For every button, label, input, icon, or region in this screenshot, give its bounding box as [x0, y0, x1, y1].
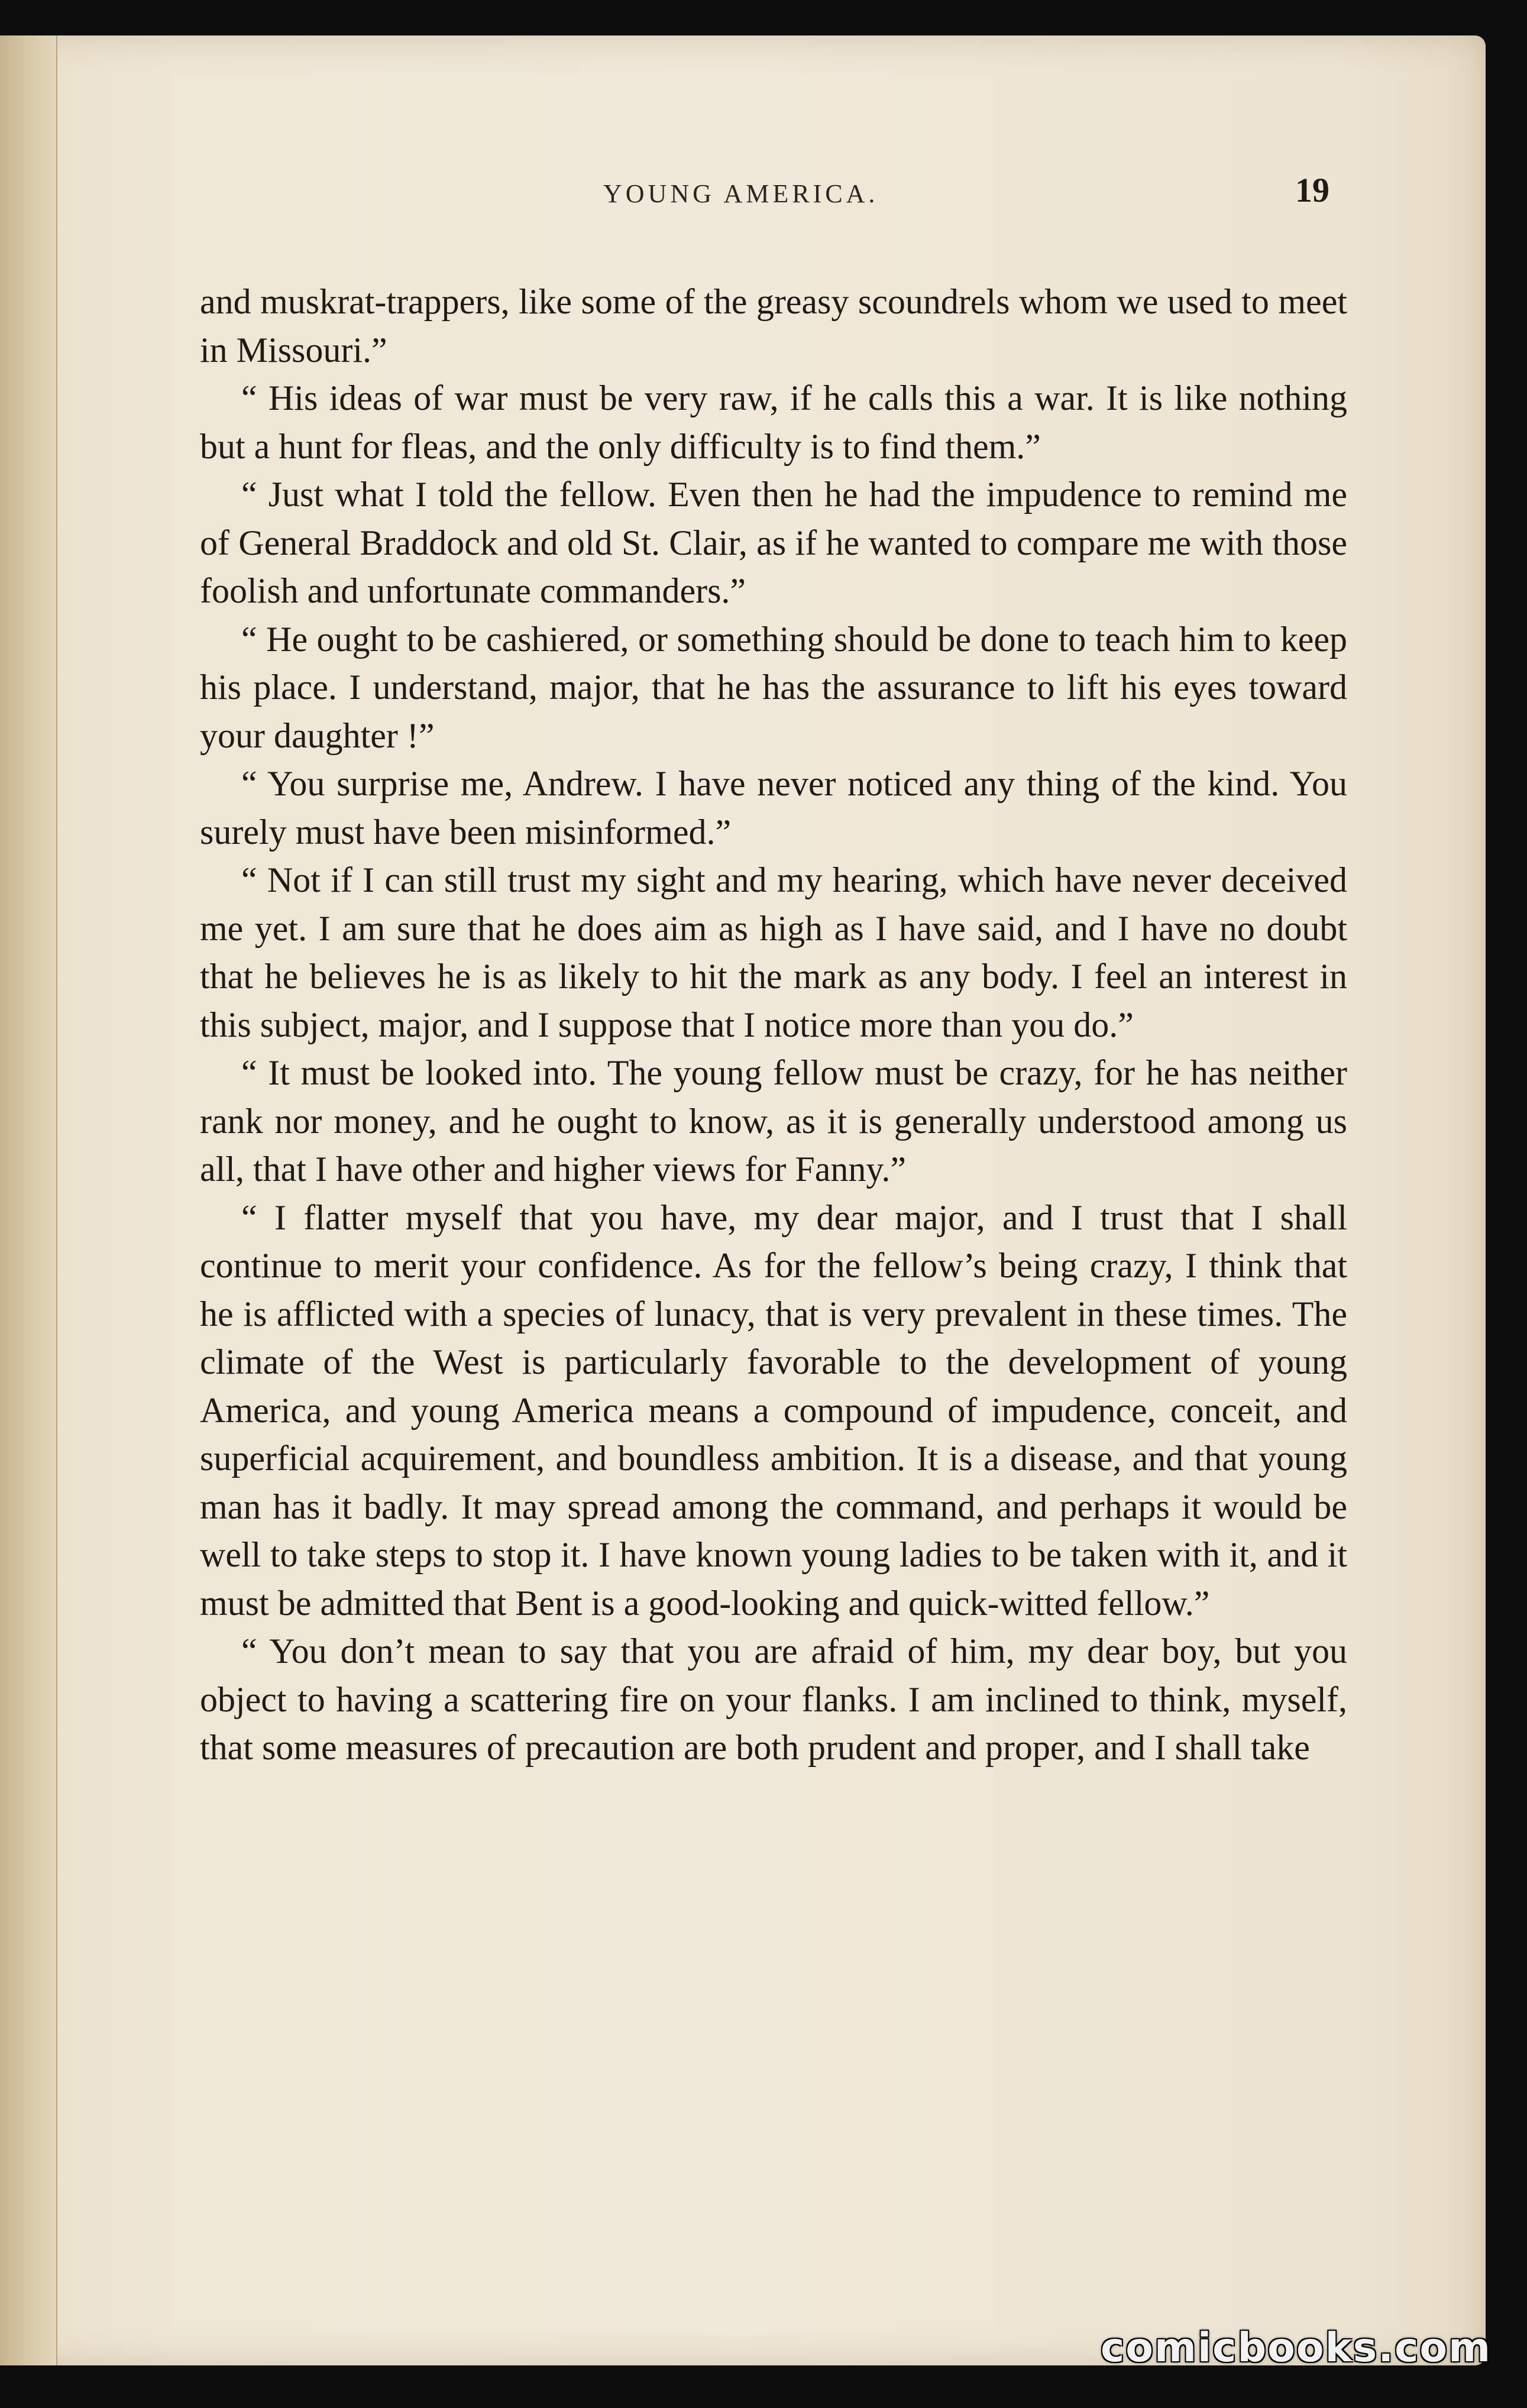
paragraph: “ Just what I told the fellow. Even then he had the impudence to remind me of General Braddock and old St. Clair, as if he wanted to compare me with those foolish and unfortunate commanders.” [200, 475, 1347, 610]
paragraph: “ You surprise me, Andrew. I have never noticed any thing of the kind. You surely must have been misinformed.” [200, 764, 1347, 852]
book-page [0, 35, 1486, 2365]
paragraph: “ Not if I can still trust my sight and my hearing, which have never deceived me yet. I am sure that he does aim as high as I have said, and I have no doubt that he believes he is as likely to hit the mark as any body. I feel an interest in this subject, major, and I suppose that I notice more than you do.” [200, 860, 1347, 1044]
paragraph: “ His ideas of war must be very raw, if he calls this a war. It is like nothing but a hunt for fleas, and the only difficulty is to find them.” [200, 378, 1347, 466]
running-head: YOUNG AMERICA. [603, 179, 879, 208]
paragraph: “ He ought to be cashiered, or something should be done to teach him to keep his place. I understand, major, that he has the assurance to lift his eyes toward your daughter !” [200, 619, 1347, 755]
page-body [200, 278, 1347, 1772]
paragraph: “ I flatter myself that you have, my dear major, and I trust that I shall continue to merit your confidence. As for the fellow’s being crazy, I think that he is afflicted with a species of lunacy, that is very prevalent in these times. The climate of the West is particularly favorable to the development of young America, and young America means a compound of impudence, conceit, and superficial acquirement, and boundless ambition. It is a disease, and that young man has it badly. It may spread among the command, and perhaps it would be well to take steps to stop it. I have known young ladies to be taken with it, and it must be admitted that Bent is a good-looking and quick-witted fellow.” [200, 1197, 1347, 1623]
page-gutter [0, 35, 57, 2365]
watermark: comicbooks.com [1100, 2325, 1492, 2371]
page-number: 19 [1295, 171, 1329, 209]
paragraph: and muskrat-trappers, like some of the greasy scoundrels whom we used to meet in Missouri.” [200, 282, 1347, 370]
paragraph: “ It must be looked into. The young fellow must be crazy, for he has neither rank nor money, and he ought to know, as it is generally understood among us all, that I have other and higher views for Fanny.” [200, 1053, 1347, 1189]
paragraph: “ You don’t mean to say that you are afraid of him, my dear boy, but you object to having a scattering fire on your flanks. I am inclined to think, myself, that some measures of precaution are both prudent and proper, and I shall take [200, 1632, 1347, 1767]
